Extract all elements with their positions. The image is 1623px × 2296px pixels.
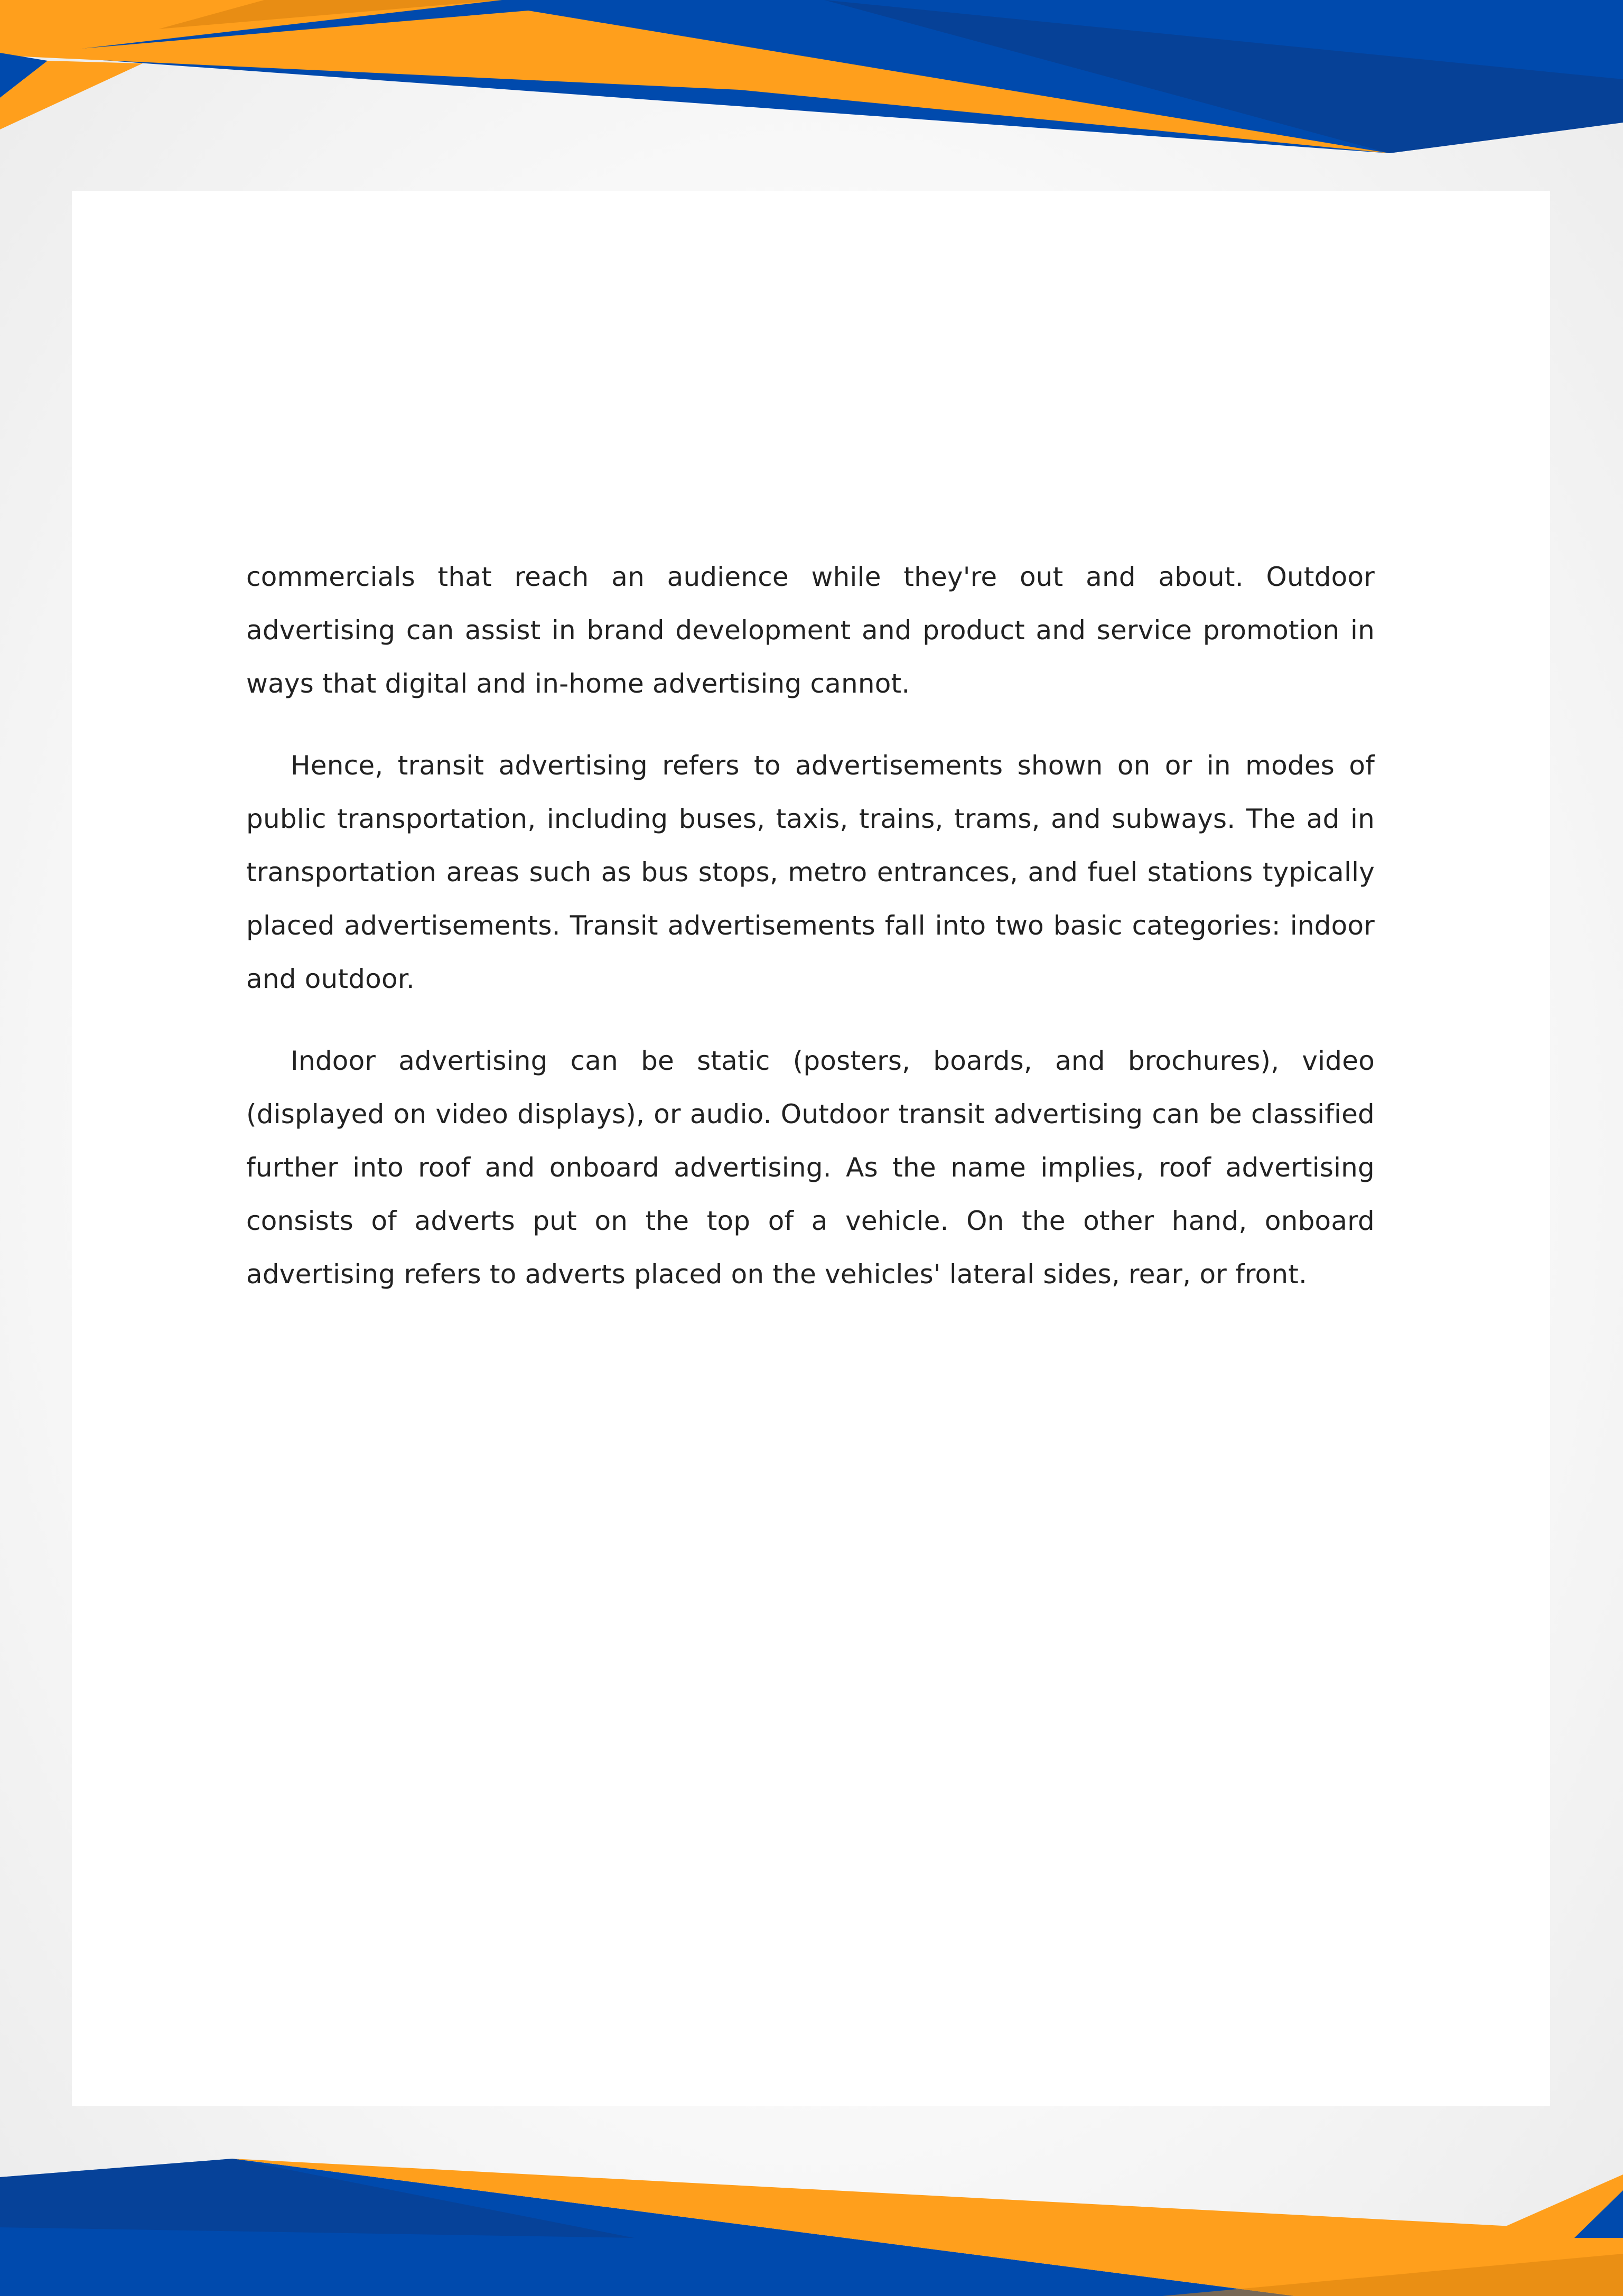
paragraph-3: Indoor advertising can be static (posters, boards, and brochures), video (displayed on video displays), or audio. Outdoor transit advertising can be classified further into roof and onboard advertising. As the name implies, roof advertising consists of adverts put on the top of a vehicle. On the other hand, onboard advertising refers to adverts placed on the vehicles' lateral sides, rear, or front.	[246, 1046, 1375, 1290]
paragraph-2: Hence, transit advertising refers to advertisements shown on or in modes of public transportation, including buses, taxis, trains, trams, and subways. The ad in transportation areas such as bus stops, metro entrances, and fuel stations typically placed advertisements. Transit advertisements fall into two basic categories: indoor and outdoor.	[246, 750, 1375, 994]
bottom-decorative-banner	[0, 2127, 1623, 2296]
document-body	[246, 550, 1375, 1330]
top-decorative-banner	[0, 0, 1623, 158]
document-page	[72, 191, 1550, 2106]
paragraph-1: commercials that reach an audience while they're out and about. Outdoor advertising can assist in brand development and product and service promotion in ways that digital and in-home advertising cannot.	[246, 562, 1375, 699]
